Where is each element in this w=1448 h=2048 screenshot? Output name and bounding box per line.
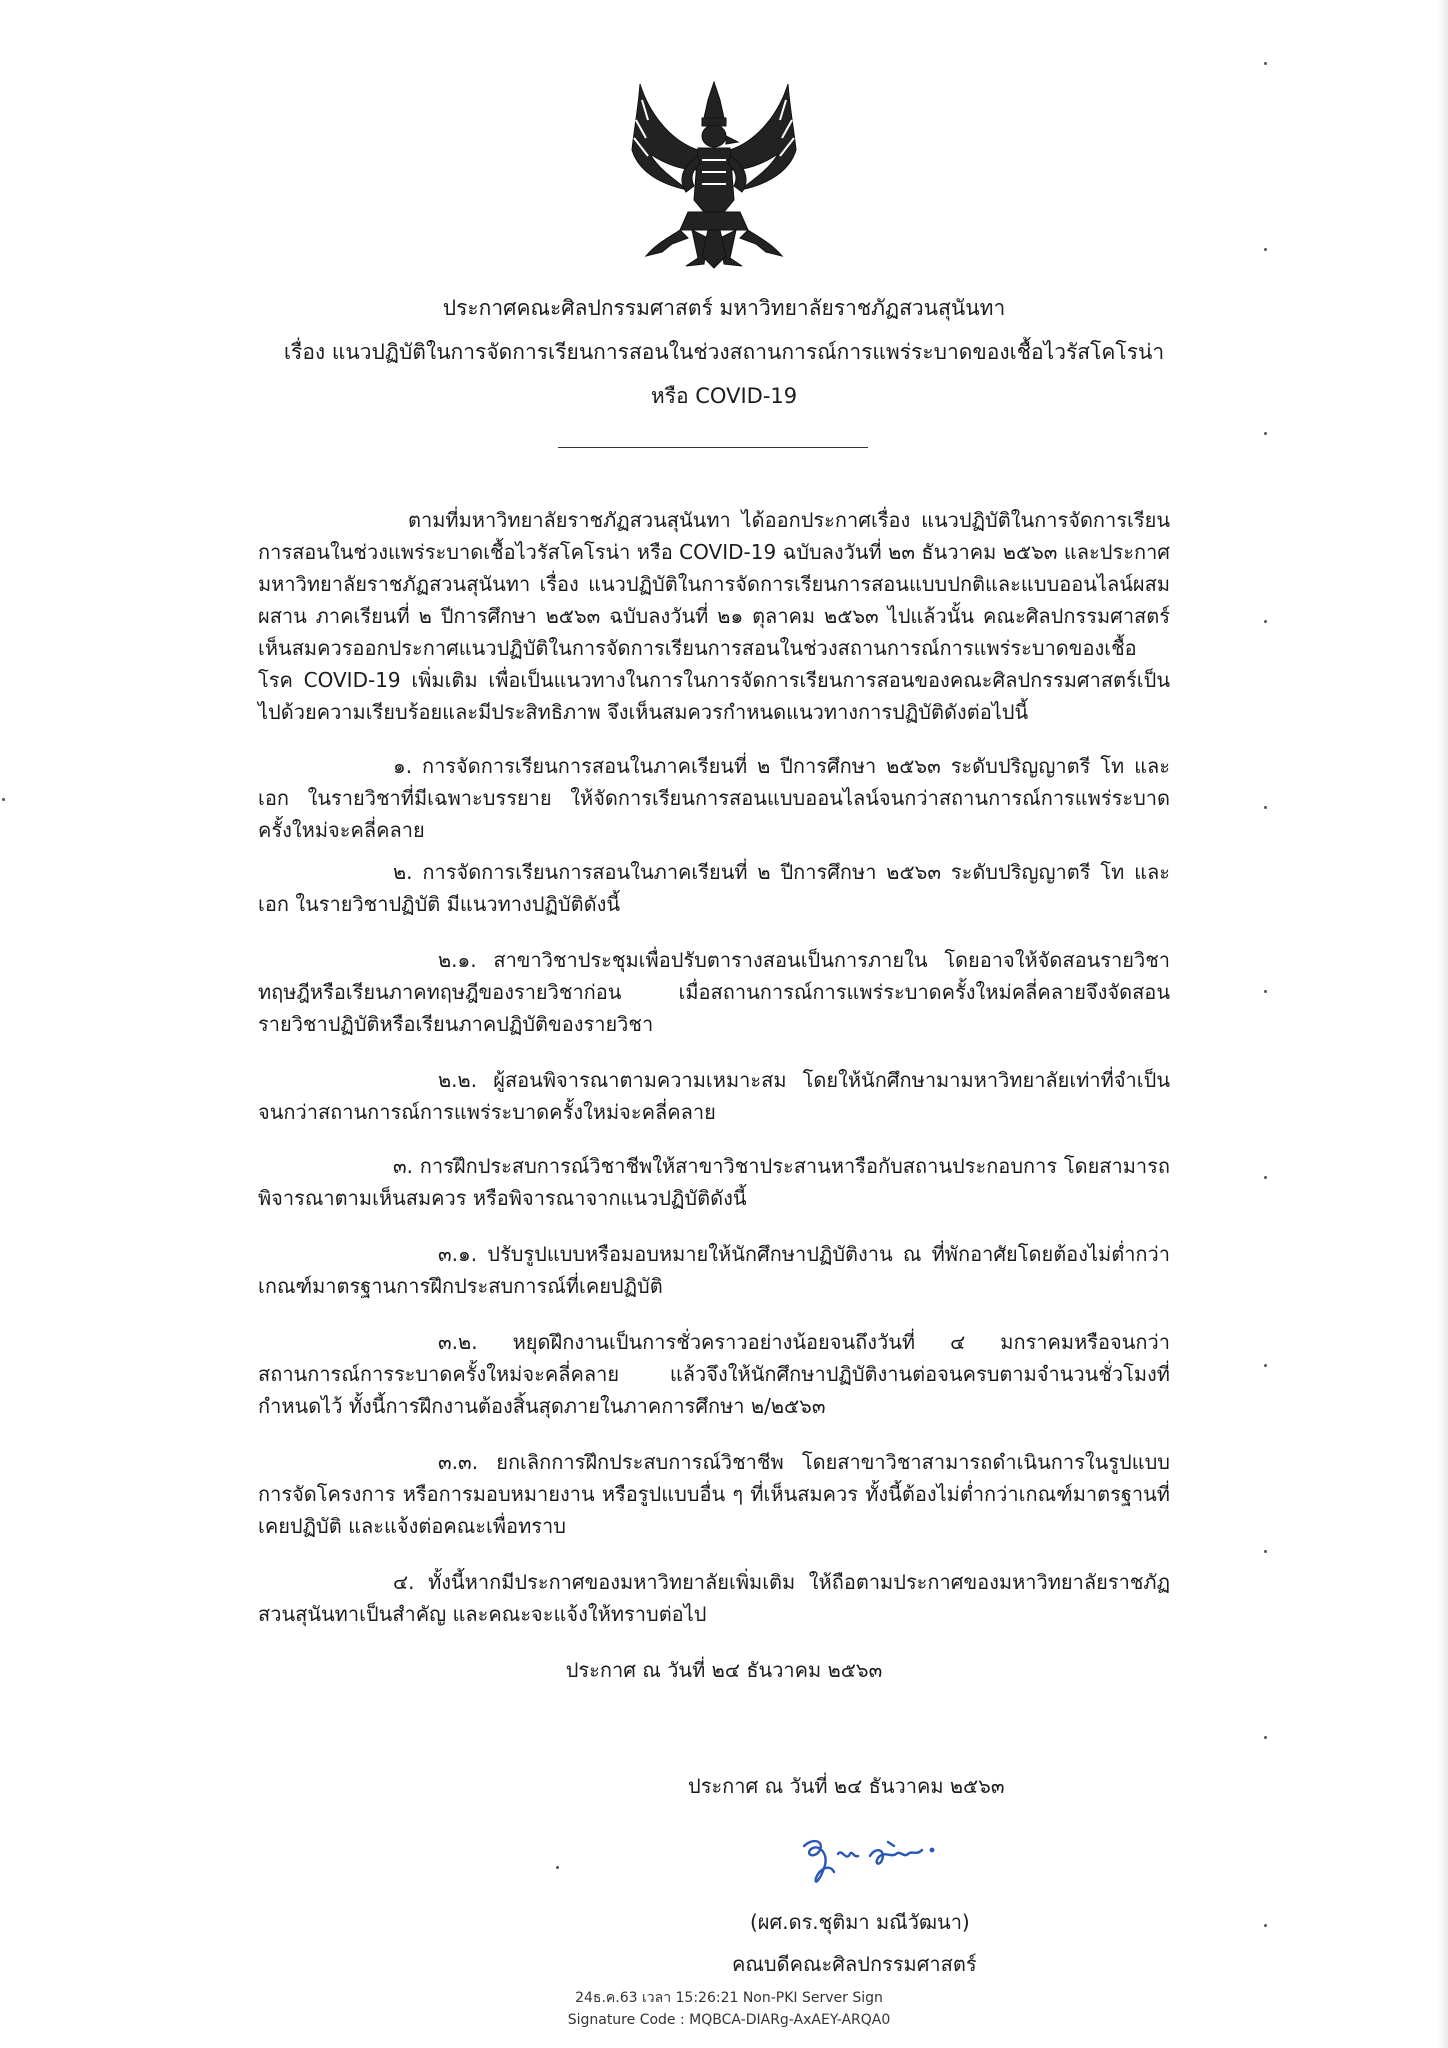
item-3-3-text: ๓.๓. ยกเลิกการฝึกประสบการณ์วิชาชีพ โดยสาขาวิชาสามารถดำเนินการในรูปแบบการจัดโครงการ หรือการมอบหมายงาน หรือรูปแบบอื่น ๆ ที่เห็นสมควร ทั้งนี้ต้องไม่ต่ำกว่าเกณฑ์มาตรฐานที่เคยปฏิบัติ และแจ้งต่อคณะเพื่อทราบ (258, 1450, 1170, 1538)
scan-speck (1264, 62, 1267, 65)
item-4 (258, 1566, 1170, 1630)
scan-speck (1264, 432, 1267, 435)
item-3-text: ๓. การฝึกประสบการณ์วิชาชีพให้สาขาวิชาประสานหารือกับสถานประกอบการ โดยสามารถพิจารณาตามเห็นสมควร หรือพิจารณาจากแนวปฏิบัติดังนี้ (258, 1154, 1170, 1210)
scan-speck (1264, 1550, 1267, 1553)
heading-divider (558, 447, 868, 448)
announcement-subject-continued: หรือ COVID-19 (650, 384, 798, 408)
scan-speck (556, 1866, 559, 1869)
item-3-2 (258, 1326, 1170, 1422)
item-3-3 (258, 1446, 1170, 1542)
e-sign-timestamp: 24ธ.ค.63 เวลา 15:26:21 Non-PKI Server Sign (575, 1990, 883, 2006)
item-2-1 (258, 944, 1170, 1040)
e-sign-code: Signature Code : MQBCA-DIARg-AxAEY-ARQA0 (567, 2012, 891, 2028)
scan-speck (1264, 1364, 1267, 1367)
item-4-text: ๔. ทั้งนี้หากมีประกาศของมหาวิทยาลัยเพิ่มเติม ให้ถือตามประกาศของมหาวิทยาลัยราชภัฏสวนสุนันทาเป็นสำคัญ และคณะจะแจ้งให้ทราบต่อไป (258, 1570, 1170, 1626)
scan-speck (1264, 620, 1267, 623)
intro-text: ตามที่มหาวิทยาลัยราชภัฏสวนสุนันทา ได้ออกประกาศเรื่อง แนวปฏิบัติในการจัดการเรียนการสอนในช่วงแพร่ระบาดเชื้อไวรัสโคโรน่า หรือ COVID-19 ฉบับลงวันที่ ๒๓ ธันวาคม ๒๕๖๓ และประกาศมหาวิทยาลัยราชภัฏสวนสุนันทา เรื่อง แนวปฏิบัติในการจัดการเรียนการสอนแบบปกติและแบบออนไลน์ผสมผสาน ภาคเรียนที่ ๒ ปีการศึกษา ๒๕๖๓ ฉบับลงวันที่ ๒๑ ตุลาคม ๒๕๖๓ ไปแล้วนั้น คณะศิลปกรรมศาสตร์เห็นสมควรออกประกาศแนวปฏิบัติในการจัดการเรียนการสอนในช่วงสถานการณ์การแพร่ระบาดของเชื้อโรค COVID-19 เพิ่มเติม เพื่อเป็นแนวทางในการในการจัดการเรียนการสอนของคณะศิลปกรรมศาสตร์เป็นไปด้วยความเรียบร้อยและมีประสิทธิภาพ จึงเห็นสมควรกำหนดแนวทางการปฏิบัติดังต่อไปนี้ (258, 508, 1170, 724)
signer-position: คณบดีคณะศิลปกรรมศาสตร์ (732, 1952, 977, 1976)
item-2 (258, 856, 1170, 920)
item-2-2-text: ๒.๒. ผู้สอนพิจารณาตามความเหมาะสม โดยให้นักศึกษามามหาวิทยาลัยเท่าที่จำเป็นจนกว่าสถานการณ์การแพร่ระบาดครั้งใหม่จะคลี่คลาย (258, 1068, 1170, 1124)
scan-speck (1264, 1736, 1267, 1739)
scan-speck (1264, 1924, 1267, 1927)
item-2-text: ๒. การจัดการเรียนการสอนในภาคเรียนที่ ๒ ปีการศึกษา ๒๕๖๓ ระดับปริญญาตรี โท และเอก ในรายวิชาปฏิบัติ มีแนวทางปฏิบัติดังนี้ (258, 860, 1170, 916)
item-3-2-text: ๓.๒. หยุดฝึกงานเป็นการชั่วคราวอย่างน้อยจนถึงวันที่ ๔ มกราคมหรือจนกว่าสถานการณ์การระบาดครั้งใหม่จะคลี่คลาย แล้วจึงให้นักศึกษาปฏิบัติงานต่อจนครบตามจำนวนชั่วโมงที่กำหนดไว้ ทั้งนี้การฝึกงานต้องสิ้นสุดภายในภาคการศึกษา ๒/๒๕๖๓ (258, 1330, 1170, 1418)
item-2-1-text: ๒.๑. สาขาวิชาประชุมเพื่อปรับตารางสอนเป็นการภายใน โดยอาจให้จัดสอนรายวิชาทฤษฎีหรือเรียนภาคทฤษฎีของรายวิชาก่อน เมื่อสถานการณ์การแพร่ระบาดครั้งใหม่คลี่คลายจึงจัดสอนรายวิชาปฏิบัติหรือเรียนภาคปฏิบัติของรายวิชา (258, 948, 1170, 1036)
item-1-text: ๑. การจัดการเรียนการสอนในภาคเรียนที่ ๒ ปีการศึกษา ๒๕๖๓ ระดับปริญญาตรี โท และเอก ในรายวิชาที่มีเฉพาะบรรยาย ให้จัดการเรียนการสอนแบบออนไลน์จนกว่าสถานการณ์การแพร่ระบาดครั้งใหม่จะคลี่คลาย (258, 754, 1170, 842)
garuda-emblem-icon (628, 80, 800, 270)
item-1 (258, 750, 1170, 846)
scan-speck (2, 798, 5, 801)
item-2-2 (258, 1064, 1170, 1128)
announcement-subject: เรื่อง แนวปฏิบัติในการจัดการเรียนการสอนในช่วงสถานการณ์การแพร่ระบาดของเชื้อไวรัสโคโรน่า (283, 340, 1165, 364)
item-3 (258, 1150, 1170, 1214)
scan-speck (1264, 990, 1267, 993)
announcement-title: ประกาศคณะศิลปกรรมศาสตร์ มหาวิทยาลัยราชภัฏสวนสุนันทา (442, 296, 1006, 320)
signer-name: (ผศ.ดร.ชุติมา มณีวัฒนา) (750, 1910, 970, 1934)
scan-speck (1264, 806, 1267, 809)
intro-paragraph (258, 504, 1170, 728)
announce-date: ประกาศ ณ วันที่ ๒๔ ธันวาคม ๒๕๖๓ (565, 1658, 883, 1682)
item-3-1-text: ๓.๑. ปรับรูปแบบหรือมอบหมายให้นักศึกษาปฏิบัติงาน ณ ที่พักอาศัยโดยต้องไม่ต่ำกว่าเกณฑ์มาตรฐานการฝึกประสบการณ์ที่เคยปฏิบัติ (258, 1242, 1170, 1298)
scan-speck (1264, 1176, 1267, 1179)
signature-date-line: ประกาศ ณ วันที่ ๒๔ ธันวาคม ๒๕๖๓ (688, 1774, 1005, 1798)
handwritten-signature (790, 1828, 940, 1896)
scan-speck (1264, 248, 1267, 251)
item-3-1 (258, 1238, 1170, 1302)
